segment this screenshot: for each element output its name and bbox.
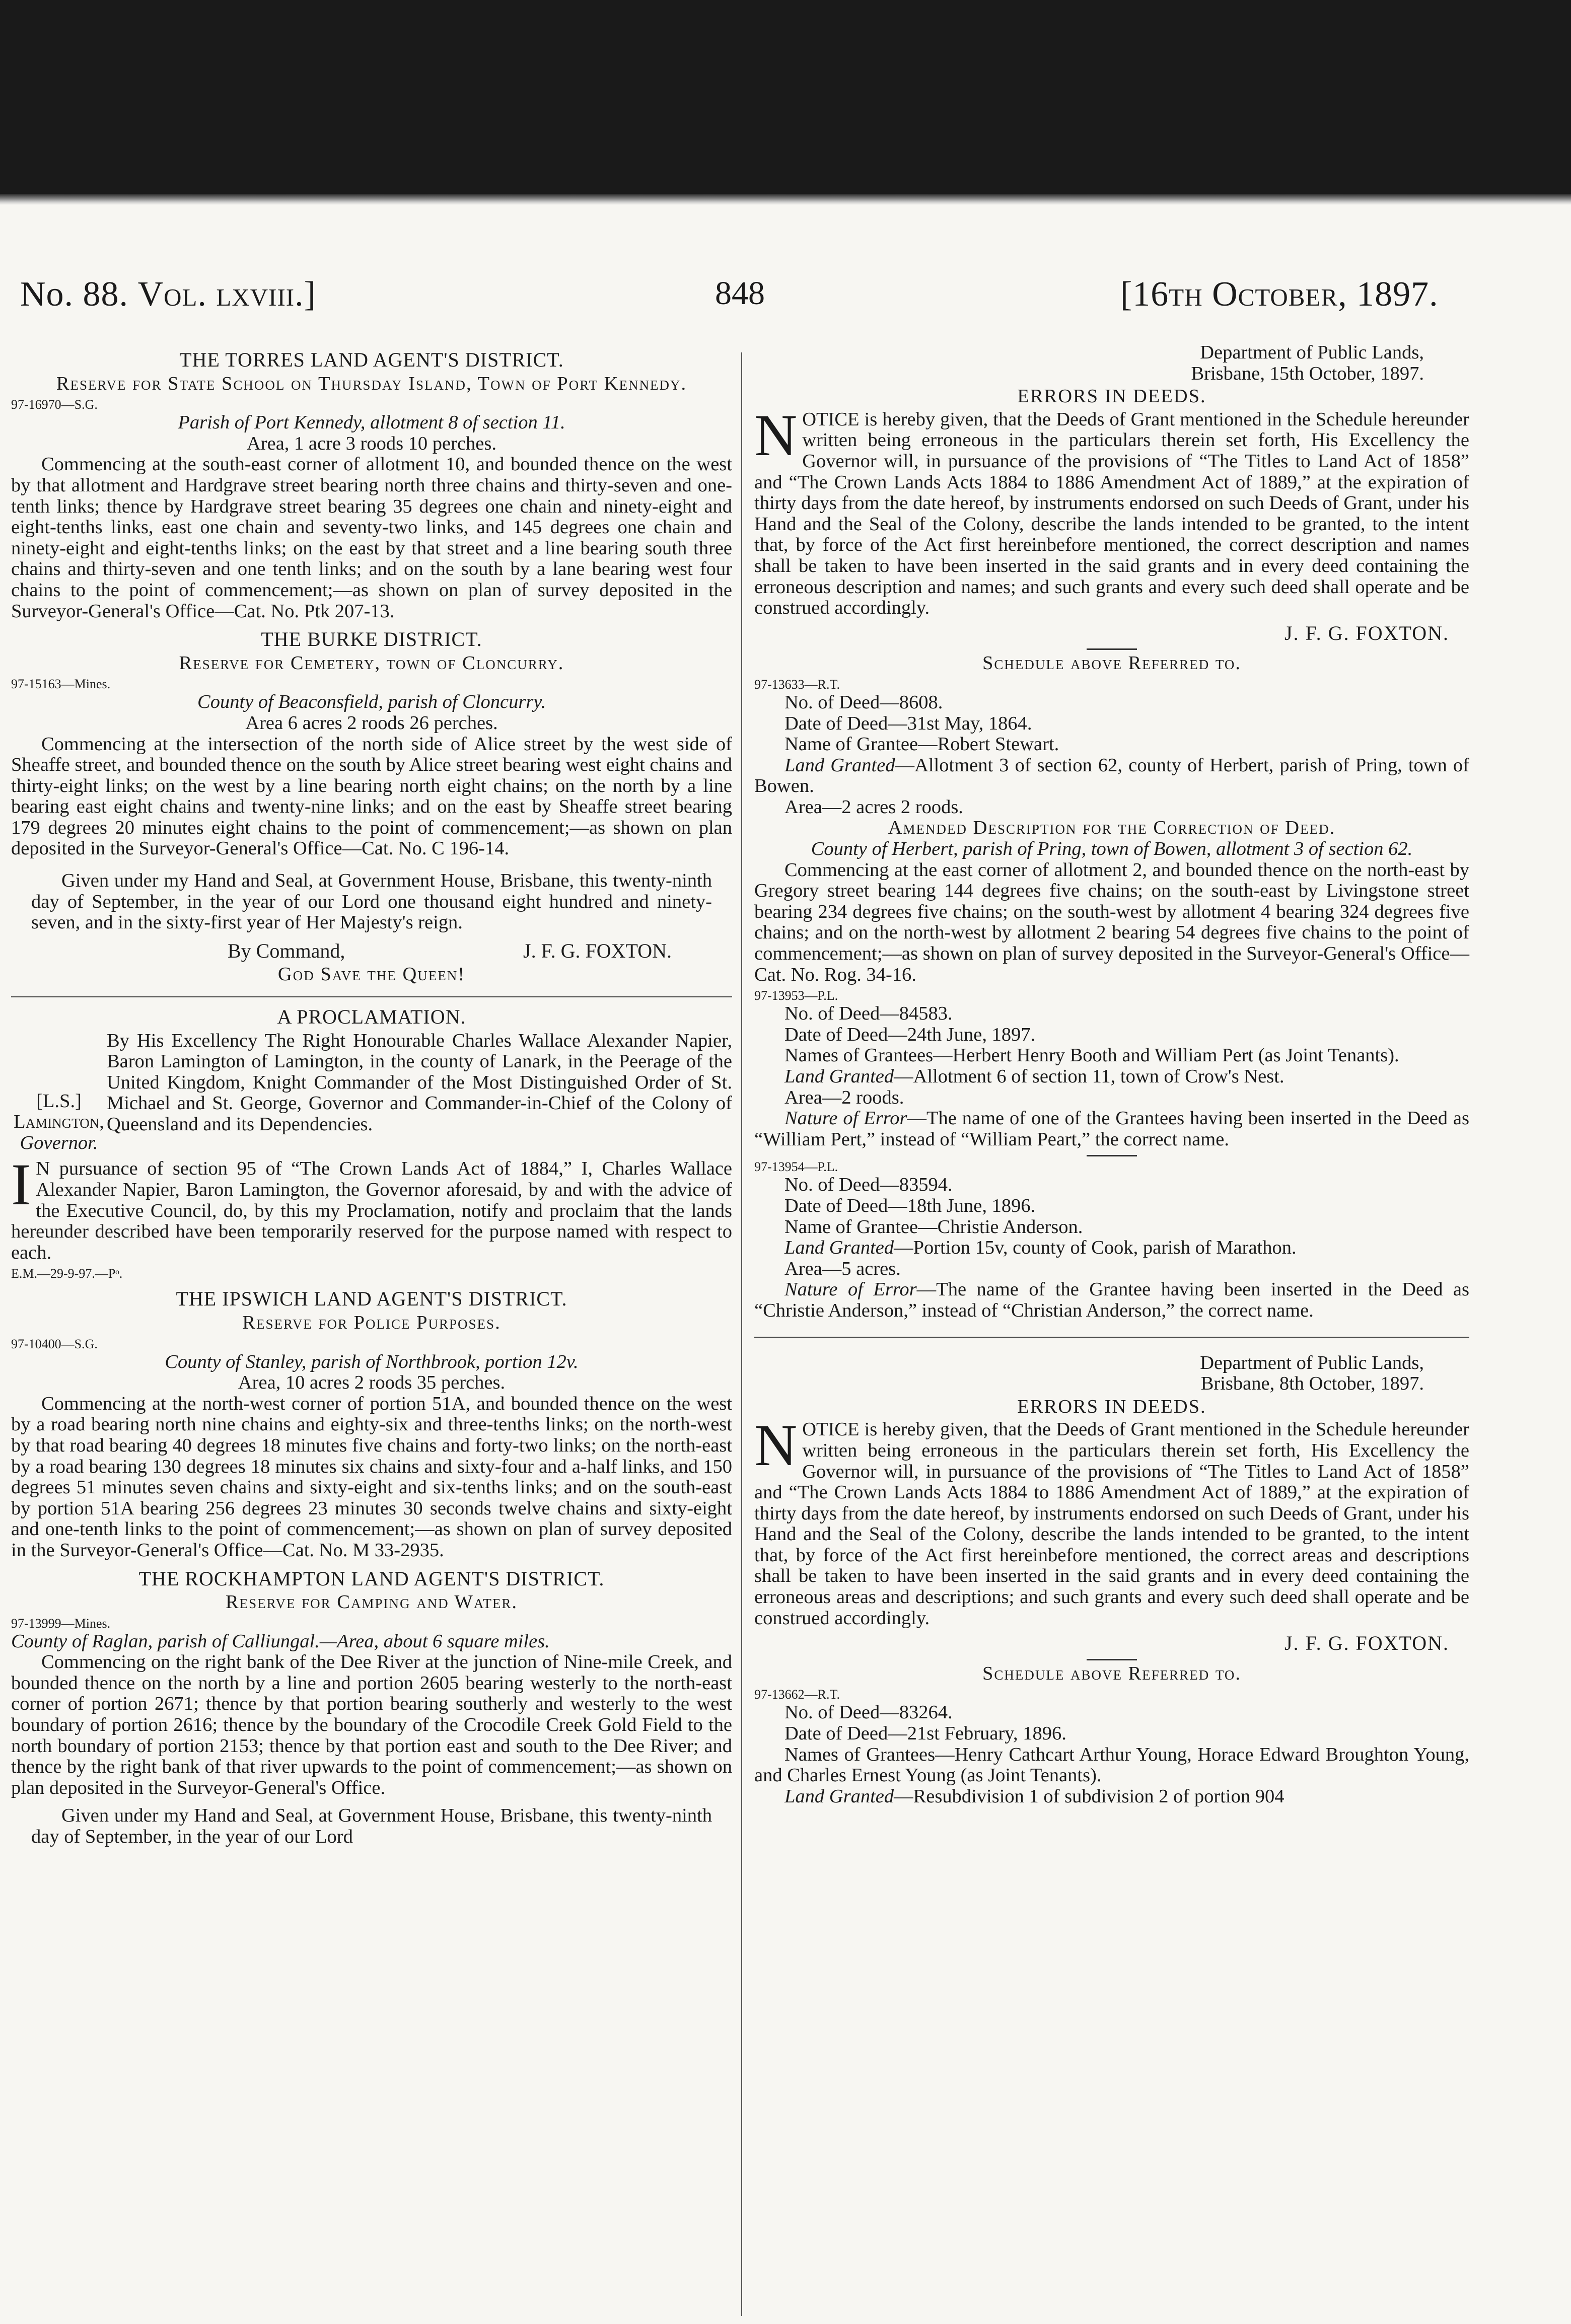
- proclamation-title: A PROCLAMATION.: [277, 1005, 466, 1029]
- seal-block: [11, 1031, 107, 1154]
- proclamation-body: [11, 1151, 732, 1263]
- proclamation-header: [11, 1031, 732, 1154]
- entry4-deed: No. of Deed—83264.: [784, 1702, 953, 1723]
- entry3-error-text: —The name of the Grantee having been inserted in the Deed as “Christie Anderson,” instead of “Christian Anderson,” the correct name.: [754, 1279, 1469, 1321]
- notice2-title: ERRORS IN DEEDS.: [1017, 1396, 1206, 1417]
- entry2-grantees: Names of Grantees—Herbert Henry Booth and William Pert (as Joint Tenants).: [784, 1045, 1399, 1066]
- ipswich-reserve: Reserve for Police Purposes.: [242, 1312, 501, 1333]
- entry4-grantees: Names of Grantees—Henry Cathcart Arthur Young, Horace Edward Broughton Young, and Charles Ernest Young (as Joint Tenants).: [754, 1744, 1469, 1786]
- entry3-grantee: Name of Grantee—Christie Anderson.: [784, 1216, 1083, 1238]
- notice1-title: ERRORS IN DEEDS.: [1017, 386, 1206, 407]
- left-column: [11, 342, 732, 1848]
- by-command: [228, 940, 672, 962]
- entry2-date: Date of Deed—24th June, 1897.: [784, 1024, 1036, 1045]
- entry2-deed: No. of Deed—84583.: [784, 1003, 953, 1025]
- column-divider: [741, 352, 742, 2316]
- proclamation-by: By His Excellency The Right Honourable Charles Wallace Alexander Napier, Baron Lamington of Lamington, in the county of Lanark, in the Peerage of the United Kingdom, Knight Commander of the Most Distinguished Order of St. Michael and St. George, Governor and Commander-in-Chief of the Colony of Queensland and its Dependencies.: [107, 1030, 732, 1135]
- god-save-the-queen: God Save the Queen!: [277, 964, 466, 985]
- torres-area: Area, 1 acre 3 roods 10 perches.: [246, 432, 496, 454]
- entry3-area: Area—5 acres.: [784, 1258, 901, 1279]
- entry1-county: County of Herbert, parish of Pring, town of Bowen, allotment 3 of section 62.: [811, 838, 1413, 860]
- entry2-dash: [1087, 1155, 1137, 1156]
- entry1-land-label: Land Granted: [784, 754, 895, 776]
- entry2-land: [754, 1066, 1469, 1087]
- entry1-date: Date of Deed—31st May, 1864.: [784, 712, 1032, 734]
- ipswich-area: Area, 10 acres 2 roods 35 perches.: [238, 1372, 506, 1394]
- notice1-dept: Department of Public Lands,: [1200, 342, 1424, 363]
- entry3-ref: 97-13954—P.L.: [754, 1159, 838, 1175]
- rockhampton-description: Commencing on the right bank of the Dee River at the junction of Nine-mile Creek, and bounded thence on the north by a line and portion 2605 bearing westerly to the north-east corner of portion 2671; thence by that portion bearing southerly and westerly to the west boundary of portion 2616; thence by the boundary of the Crocodile Creek Gold Field to the north boundary of portion 2153; thence by that portion east and south to the Dee River; and thence by the right bank of that river upwards to the point of commencement;—as shown on plan deposited in the Surveyor-General's Office.: [11, 1651, 732, 1798]
- page-header: [0, 274, 1571, 330]
- torres-parish: Parish of Port Kennedy, allotment 8 of section 11.: [178, 412, 565, 433]
- notice2-signature: J. F. G. FOXTON.: [1284, 1632, 1449, 1655]
- notice2-schedule: Schedule above Referred to.: [982, 1662, 1242, 1684]
- burke-reserve: Reserve for Cemetery, town of Cloncurry.: [179, 652, 564, 674]
- entry1-deed: No. of Deed—8608.: [784, 691, 943, 713]
- issue-number: No. 88. Vol. lxviii.]: [20, 275, 316, 314]
- rockhampton-reserve: Reserve for Camping and Water.: [226, 1591, 518, 1613]
- by-command-label: By Command,: [228, 939, 345, 962]
- entry1-grantee: Name of Grantee—Robert Stewart.: [784, 734, 1059, 755]
- entry4-date: Date of Deed—21st February, 1896.: [784, 1723, 1066, 1745]
- entry4-ref: 97-13662—R.T.: [754, 1687, 840, 1702]
- entry3-land: [754, 1238, 1469, 1259]
- torres-reserve: Reserve for State School on Thursday Island, Town of Port Kennedy.: [56, 373, 687, 394]
- seal-ls: [L.S.]: [36, 1090, 82, 1112]
- burke-parish: County of Beaconsfield, parish of Cloncurry.: [197, 691, 546, 713]
- entry3-error: [754, 1279, 1469, 1321]
- torres-description: Commencing at the south-east corner of allotment 10, and bounded thence on the west by that allotment and Hardgrave street bearing north three chains and thirty-seven and one-tenth links; thence by Hardgrave street bearing 35 degrees one chain and ninety-eight and eight-tenths links, east one chain and seventy-two links, and 145 degrees one chain and ninety-eight and eight-tenths links; on the east by that street and a line bearing south three chains and thirty-seven and one tenth links; and on the south by a lane bearing west four chains to the point of commencement;—as shown on plan of survey deposited in the Surveyor-General's Office—Cat. No. Ptk 207-13.: [11, 454, 732, 622]
- entry1-land: [754, 755, 1469, 797]
- entry1-ref: 97-13633—R.T.: [754, 677, 840, 692]
- burke-area: Area 6 acres 2 roods 26 perches.: [245, 712, 498, 734]
- notice1-dropcap: N: [754, 402, 798, 468]
- entry1-amended: Amended Description for the Correction of Deed.: [888, 817, 1336, 839]
- scanner-shadow: [0, 0, 1571, 199]
- entry3-land-label: Land Granted: [784, 1237, 894, 1259]
- notice1-date: Brisbane, 15th October, 1897.: [1191, 362, 1424, 384]
- entry4-land-label: Land Granted: [784, 1785, 894, 1807]
- proclamation-dropcap: I: [11, 1151, 31, 1218]
- notice1-body: [754, 402, 1469, 619]
- seal-governor: Governor.: [20, 1132, 98, 1153]
- ipswich-description: Commencing at the north-west corner of portion 51A, and bounded thence on the west by a road bearing north nine chains and eighty-six and three-tenths links; on the north-west by that road bearing 40 degrees 18 minutes five chains and forty-two links; on the north-east by a road bearing 130 degrees 18 minutes six chains and sixty-four and a-half links, and 150 degrees 51 minutes seven chains and sixty-eight and six-tenths links; and on the south-east by portion 51A bearing 256 degrees 23 minutes 30 seconds twelve chains and sixty-eight and one-tenth links to the point of commencement;—as shown on plan of survey deposited in the Surveyor-General's Office—Cat. No. M 33-2935.: [11, 1393, 732, 1561]
- ipswich-parish: County of Stanley, parish of Northbrook, portion 12v.: [165, 1351, 579, 1372]
- rockhampton-ref: 97-13999—Mines.: [11, 1616, 111, 1631]
- entry2-area: Area—2 roods.: [784, 1086, 904, 1108]
- rockhampton-parish: County of Raglan, parish of Calliungal.—Area, about 6 square miles.: [11, 1630, 550, 1652]
- burke-ref: 97-15163—Mines.: [11, 677, 111, 692]
- issue-date: [16th October, 1897.: [1120, 275, 1439, 314]
- entry4-land: [754, 1786, 1469, 1807]
- notice1-text: OTICE is hereby given, that the Deeds of Grant mentioned in the Schedule hereunder written being erroneous in the particulars therein set forth, His Excellency the Governor will, in pursuance of the provisions of “The Titles to Land Act of 1858” and “The Crown Lands Acts 1884 to 1886 Amendment Act of 1889,” at the expiration of thirty days from the date hereof, by instruments endorsed on such Deeds of Grant, under his Hand and the Seal of the Colony, describe the lands intended to be granted, to the intent that, by force of the Act first hereinbefore mentioned, the correct description and names shall be taken to have been inserted in the said grants and in every deed containing the erroneous description and names; and such grants and every such deed shall operate and be construed accordingly.: [754, 408, 1469, 619]
- proclamation-text: N pursuance of section 95 of “The Crown Lands Act of 1884,” I, Charles Wallace Alexander Napier, Baron Lamington, the Governor aforesaid, by and with the advice of the Executive Council, do, by this my Proclamation, notify and proclaim that the lands hereunder described have been temporarily reserved for the purpose named with respect to each.: [11, 1158, 732, 1263]
- entry3-land-text: —Portion 15v, county of Cook, parish of Marathon.: [894, 1237, 1297, 1259]
- entry4-land-text: —Resubdivision 1 of subdivision 2 of portion 904: [894, 1785, 1284, 1807]
- right-section-rule: [754, 1337, 1469, 1338]
- page-number: 848: [715, 275, 765, 312]
- entry2-error-text: —The name of one of the Grantees having been inserted in the Deed as “William Pert,” instead of “William Peart,” the correct name.: [754, 1108, 1469, 1150]
- entry2-error: [754, 1108, 1469, 1150]
- entry2-land-text: —Allotment 6 of section 11, town of Crow's Nest.: [894, 1066, 1284, 1087]
- burke-district-heading: THE BURKE DISTRICT.: [261, 628, 482, 651]
- entry1-land-text: —Allotment 3 of section 62, county of Herbert, parish of Pring, town of Bowen.: [754, 754, 1469, 797]
- section-rule: [11, 996, 732, 997]
- torres-ref: 97-16970—S.G.: [11, 397, 98, 412]
- torres-district-heading: THE TORRES LAND AGENT'S DISTRICT.: [179, 348, 564, 371]
- given-under-hand-2: Given under my Hand and Seal, at Government House, Brisbane, this twenty-ninth day of September, in the year of our Lord: [31, 1805, 712, 1848]
- entry2-land-label: Land Granted: [784, 1066, 894, 1087]
- right-column: [754, 342, 1469, 1807]
- entry2-error-label: Nature of Error: [784, 1108, 907, 1129]
- entry3-error-label: Nature of Error: [784, 1279, 917, 1300]
- notice2-date: Brisbane, 8th October, 1897.: [1200, 1373, 1424, 1395]
- entry3-deed: No. of Deed—83594.: [784, 1174, 953, 1196]
- entry3-date: Date of Deed—18th June, 1896.: [784, 1195, 1036, 1216]
- entry2-ref: 97-13953—P.L.: [754, 988, 838, 1003]
- proclamation-ref: E.M.—29-9-97.—Pᵒ.: [11, 1266, 123, 1281]
- notice2-dash: [1087, 1659, 1137, 1660]
- notice2-text: OTICE is hereby given, that the Deeds of Grant mentioned in the Schedule hereunder written being erroneous in the particulars therein set forth, His Excellency the Governor will, in pursuance of the provisions of “The Titles to Land Act of 1858” and “The Crown Lands Acts 1884 to 1886 Amendment Act of 1889,” at the expiration of thirty days from the date hereof, by instruments endorsed on such Deeds of Grant, under his Hand and the Seal of the Colony, describe the lands intended to be granted, to the intent that, by force of the Act first hereinbefore mentioned, the correct areas and descriptions shall be taken to have been inserted in the said grants and in every deed containing the erroneous areas and descriptions; and such grants and every such deed shall operate and be construed accordingly.: [754, 1419, 1469, 1629]
- notice1-schedule: Schedule above Referred to.: [982, 652, 1242, 674]
- notice1-dash: [1087, 648, 1137, 650]
- given-under-hand-1: Given under my Hand and Seal, at Government House, Brisbane, this twenty-ninth day of September, in the year of our Lord one thousand eight hundred and ninety-seven, and in the sixty-first year of Her Majesty's reign.: [31, 870, 712, 933]
- foxton-signature-1: J. F. G. FOXTON.: [523, 939, 672, 962]
- ipswich-ref: 97-10400—S.G.: [11, 1336, 98, 1351]
- rockhampton-district-heading: THE ROCKHAMPTON LAND AGENT'S DISTRICT.: [138, 1567, 605, 1590]
- seal-lamington: Lamington,: [14, 1111, 104, 1133]
- entry1-description: Commencing at the east corner of allotment 2, and bounded thence on the north-east by Gregory street bearing 144 degrees five chains; on the south-east by Livingstone street bearing 234 degrees five chains; on the south-west by allotment 4 bearing 324 degrees five chains; and on the north-west by allotment 2 bearing 54 degrees five chains to the point of commencement;—as shown on plan of survey deposited in the Surveyor-General's Office—Cat. No. Rog. 34-16.: [754, 859, 1469, 985]
- scanner-edge: [0, 194, 1571, 205]
- ipswich-district-heading: THE IPSWICH LAND AGENT'S DISTRICT.: [176, 1287, 567, 1311]
- notice1-signature: J. F. G. FOXTON.: [1284, 621, 1449, 644]
- entry1-area: Area—2 acres 2 roods.: [784, 796, 963, 818]
- notice2-dropcap: N: [754, 1412, 798, 1479]
- burke-description: Commencing at the intersection of the north side of Alice street by the west side of Sheaffe street, and bounded thence on the south by Alice street bearing west eight chains and thirty-eight links; on the west by a line bearing north eight chains; on the north by a line bearing east eight chains and twenty-nine links; and on the east by Sheaffe street bearing 179 degrees 20 minutes eight chains to the point of commencement;—as shown on plan deposited in the Surveyor-General's Office—Cat. No. C 196-14.: [11, 733, 732, 859]
- notice2-dept: Department of Public Lands,: [1200, 1352, 1424, 1373]
- notice2-body: [754, 1412, 1469, 1629]
